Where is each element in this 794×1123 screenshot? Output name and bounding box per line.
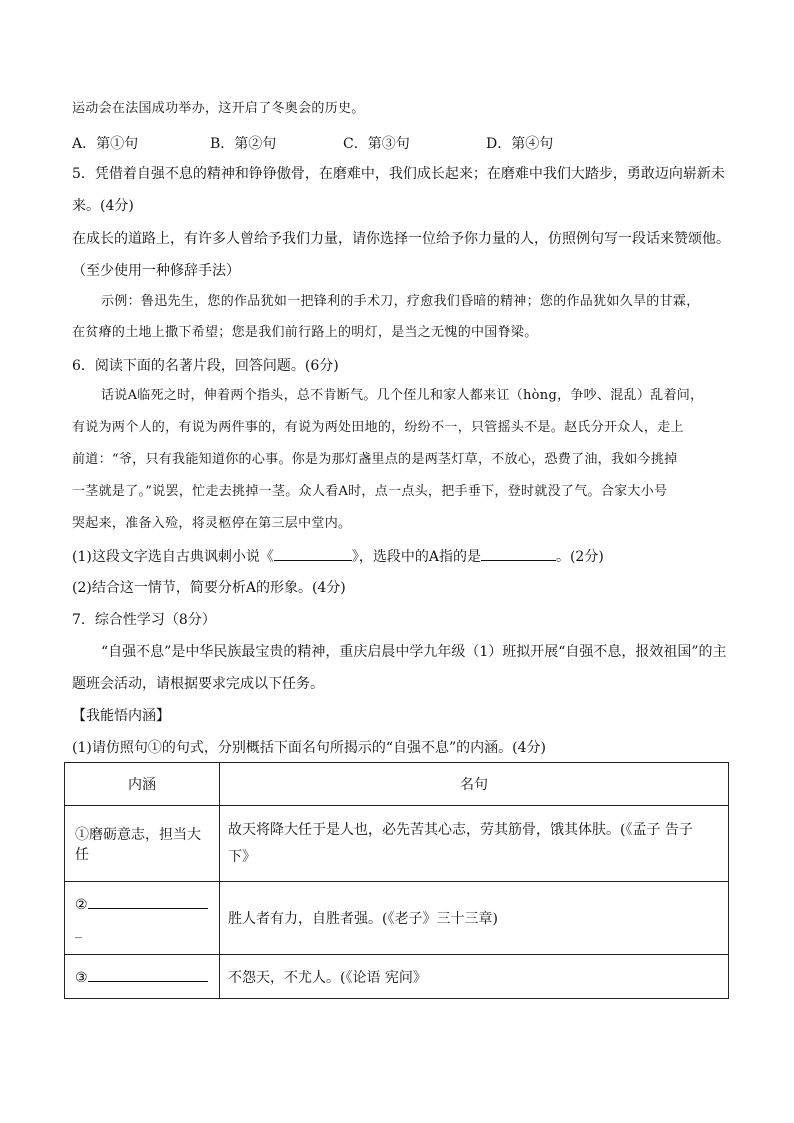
header-quote: 名句 [220,763,729,806]
q5-line3: 在成长的道路上，有许多人曾给予我们力量，请你选择一位给予你力量的人，仿照例句写一段话来赞颂他。 [72,231,730,247]
row2-overflow-mark: _ [75,923,82,939]
row1-quote-line1: 故天将降大任于是人也，必先苦其心志，劳其筋骨，饿其体肤。(《孟子 告子 [228,821,693,838]
q6-sub1-pre: (1)这段文字选自古典讽刺小说《 [72,549,274,565]
q5-example-1: 示例：鲁迅先生，您的作品犹如一把锋利的手术刀，疗愈我们昏暗的精神；您的作品犹如久旱的甘霖， [101,294,700,309]
q7-task: (1)请仿照句①的句式，分别概括下面名句所揭示的“自强不息”的内涵。(4分) [72,740,546,756]
row2-quote: 胜人者有力，自胜者强。(《老子》三十三章) [220,882,729,955]
q7-title: 7．综合性学习（8分） [72,612,216,628]
header-connotation: 内涵 [65,763,220,806]
q5-line4: （至少使用一种修辞手法） [72,263,240,279]
row2-blank[interactable] [88,894,208,909]
q5-line1: 5．凭借着自强不息的精神和铮铮傲骨，在磨难中，我们成长起来；在磨难中我们大踏步，勇敢迈向崭新未 [72,166,725,182]
row2-answer-line[interactable] [75,892,209,918]
q6-sub1-mid: 》，选段中的A指的是 [351,549,481,565]
q7-intro-2: 题班会活动，请根据要求完成以下任务。 [72,676,324,692]
q6-sub1-end: 。(2分) [555,549,604,565]
row3-blank[interactable] [88,967,208,982]
top-line: 运动会在法国成功举办，这开启了冬奥会的历史。 [72,101,365,116]
table-row [65,806,729,882]
q6-passage-2: 有说为两个人的，有说为两件事的，有说为两处田地的，纷纷不一，只管摇头不是。赵氏分开众人，走上 [72,420,684,435]
q5-example-2: 在贫瘠的土地上撒下希望；您是我们前行路上的明灯，是当之无愧的中国脊梁。 [72,325,538,340]
row3-connotation[interactable] [65,955,220,999]
row2-connotation[interactable] [65,882,220,955]
option-a: A．第①句 [72,136,139,152]
q6-passage-4: 一茎就是了。”说罢，忙走去挑掉一茎。众人看A时，点一点头，把手垂下，登时就没了气。合家大小号 [72,484,668,499]
q5-line2: 来。(4分) [72,198,134,214]
row2-marker: ② [75,897,88,913]
character-name-blank[interactable] [481,546,556,561]
q6-title: 6．阅读下面的名著片段，回答问题。(6分) [72,358,339,374]
table-header-row [65,763,729,806]
q6-sub2: (2)结合这一情节，简要分析A的形象。(4分) [72,580,346,596]
option-c: C．第③句 [343,136,410,152]
connotation-table [64,762,729,999]
row1-quote-line2: 下》 [228,848,256,865]
row1-quote [220,806,729,882]
row3-quote: 不怨天，不尤人。(《论语 宪问》 [220,955,729,999]
q6-passage-5: 哭起来，准备入殓，将灵柩停在第三层中堂内。 [72,516,352,531]
q7-section-heading: 【我能悟内涵】 [72,708,170,724]
book-title-blank[interactable] [274,546,352,561]
q6-passage-3: 前道：“爷，只有我能知道你的心事。你是为那灯盏里点的是两茎灯草，不放心，恐费了油，我如今挑掉 [72,452,678,467]
q7-intro-1: “自强不息”是中华民族最宝贵的精神，重庆启晨中学九年级（1）班拟开展“自强不息，报效祖国”的主 [101,644,727,660]
row1-connotation: ①磨砺意志，担当大任 [65,806,220,882]
option-b: B．第②句 [210,136,277,152]
table-row [65,882,729,955]
q6-passage-1: 话说A临死之时，伸着两个指头，总不肯断气。几个侄儿和家人都来讧（hòng，争吵、混乱）乱着问， [101,388,704,403]
option-d: D．第④句 [486,136,554,152]
q6-sub1 [72,546,604,567]
table-row [65,955,729,999]
row3-marker: ③ [75,970,88,986]
